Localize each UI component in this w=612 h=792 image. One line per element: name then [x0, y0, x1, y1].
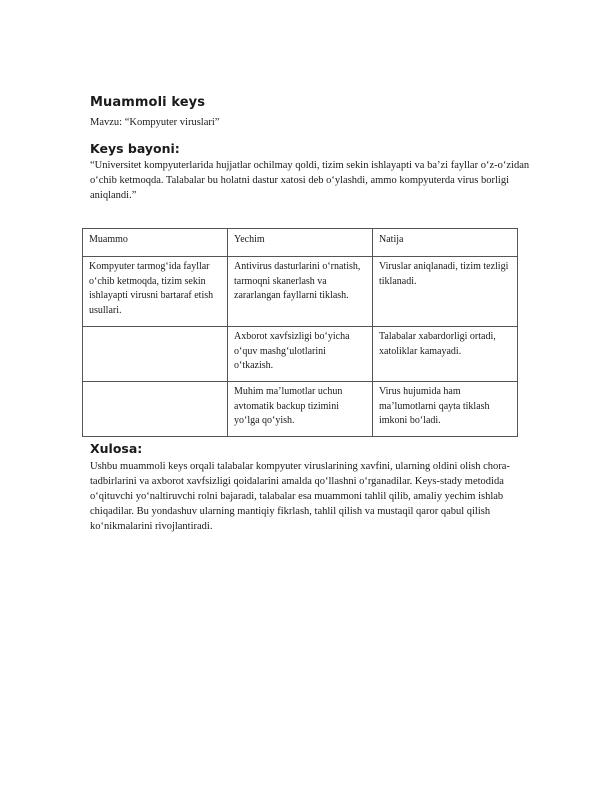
header-solution: Yechim: [228, 229, 373, 257]
cell-problem: [83, 327, 228, 382]
cell-result: Viruslar aniqlanadi, tizim tezligi tiklanadi.: [373, 257, 518, 327]
cell-solution: Antivirus dasturlarini o‘rnatish, tarmoqni skanerlash va zararlangan fayllarni tiklash.: [228, 257, 373, 327]
conclusion-text: Ushbu muammoli keys orqali talabalar kompyuter viruslarining xavfini, ularning oldini olish chora-tadbirlarini va axborot xavfsizligi qoidalarini amalda qo‘llashni o‘rganadilar. Keys-stady metodida o‘qituvchi yo‘naltiruvchi rolni bajaradi, talabalar esa muammoni tahlil qilib, amaliy yechim ishlab chiqadilar. Bu yondashuv ularning mantiqiy fikrlash, tahlil qilish va mustaqil qaror qabul qilish ko‘nikmalarini rivojlantiradi.: [90, 461, 510, 532]
cell-result: Virus hujumida ham ma’lumotlarni qayta tiklash imkoni bo‘ladi.: [373, 382, 518, 437]
cell-problem: [83, 382, 228, 437]
header-result: Natija: [373, 229, 518, 257]
table-row: [83, 382, 518, 437]
cell-result: Talabalar xabardorligi ortadi, xatoliklar kamayadi.: [373, 327, 518, 382]
topic-line: Mavzu: “Kompyuter viruslari”: [90, 117, 220, 128]
header-problem: Muammo: [83, 229, 228, 257]
cell-problem: Kompyuter tarmog‘ida fayllar o‘chib ketmoqda, tizim sekin ishlayapti virusni bartaraf etish usullari.: [83, 257, 228, 327]
case-text: “Universitet kompyuterlarida hujjatlar ochilmay qoldi, tizim sekin ishlayapti va ba’zi fayllar o‘z-o‘zidan o‘chib ketmoqda. Talabalar bu holatni dastur xatosi deb o‘ylashdi, ammo kompyuterda virus borligi aniqlandi.”: [90, 160, 530, 201]
conclusion-heading: Xulosa:: [90, 441, 143, 456]
table-header-row: [83, 229, 518, 257]
case-table: [82, 228, 518, 437]
table-row: [83, 257, 518, 327]
document-title: Muammoli keys: [90, 95, 206, 110]
cell-solution: Muhim ma’lumotlar uchun avtomatik backup tizimini yo‘lga qo‘yish.: [228, 382, 373, 437]
cell-solution: Axborot xavfsizligi bo‘yicha o‘quv mashg‘ulotlarini o‘tkazish.: [228, 327, 373, 382]
case-heading: Keys bayoni:: [90, 141, 180, 156]
table-row: [83, 327, 518, 382]
